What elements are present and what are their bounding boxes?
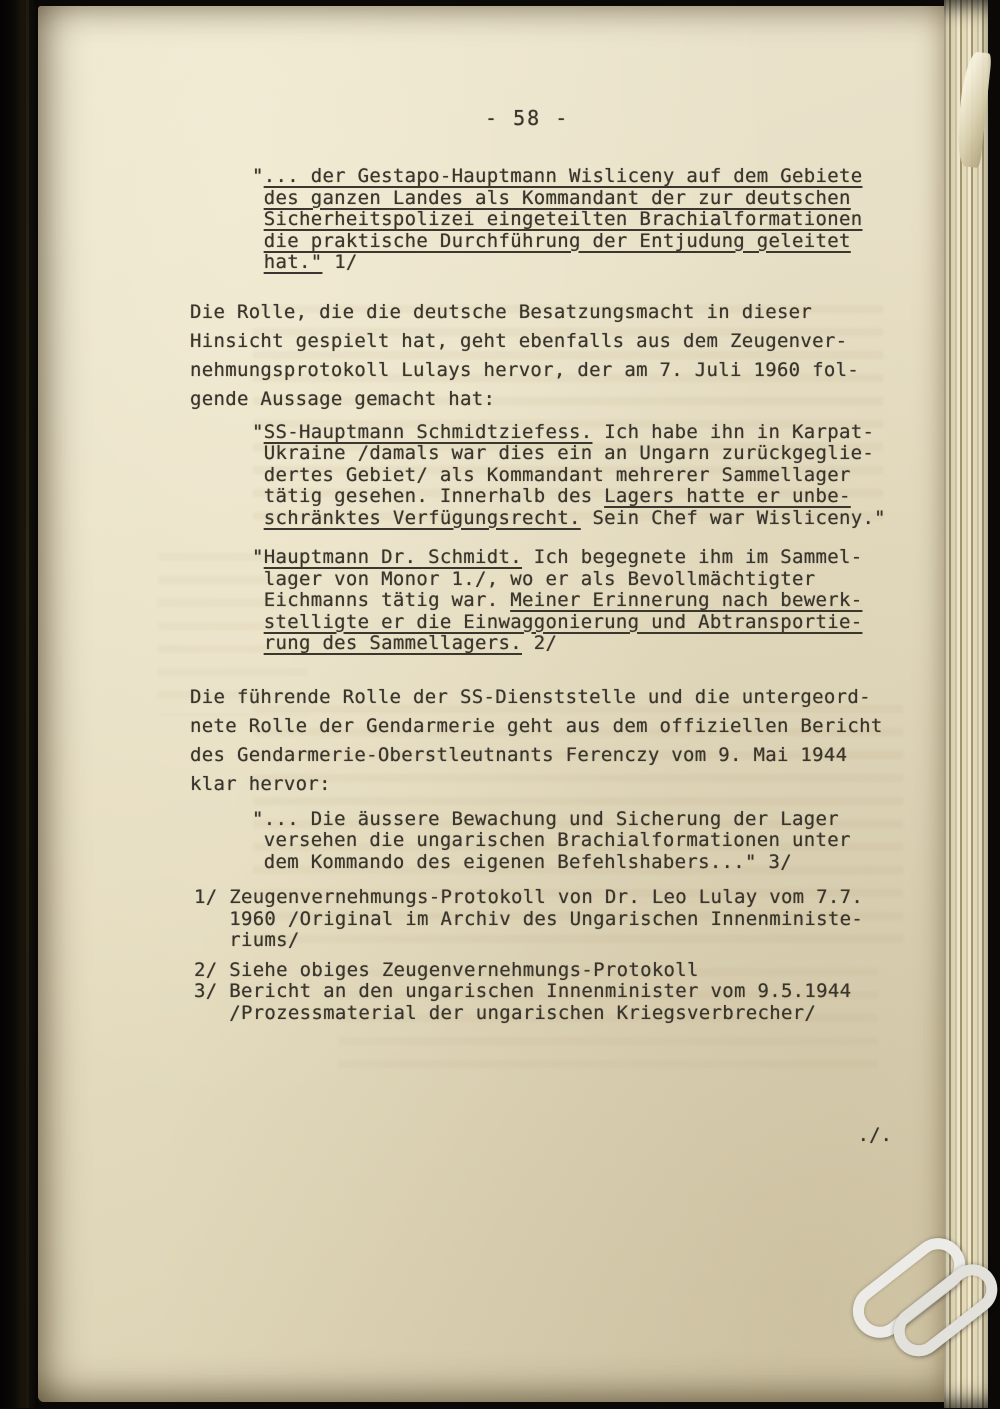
text-segment <box>252 251 264 273</box>
text-segment: Die Rolle, die die deutsche Besatzungsmacht in dieser <box>190 300 813 323</box>
text-segment: versehen die ungarischen Brachialformationen unter <box>252 829 851 851</box>
underlined-text: stelligte er die Einwaggonierung und Abtransportie- <box>263 610 863 633</box>
underlined-text: Sicherheitspolizei eingeteilten Brachialformationen <box>263 208 863 230</box>
underlined-text: ... der Gestapo-Hauptmann Wisliceny auf dem Gebiete <box>263 165 863 187</box>
text-line <box>252 465 920 487</box>
text-line <box>190 770 920 799</box>
text-segment: dem Kommando des eigenen Befehlshabers..." 3/ <box>252 850 792 873</box>
text-segment: Ich habe ihn in Karpat- <box>592 420 875 443</box>
page-stack-edge <box>944 0 988 1408</box>
text-line <box>190 385 920 414</box>
text-segment <box>252 507 264 529</box>
text-segment: 1/ <box>322 251 358 273</box>
underlined-text: Meiner Erinnerung nach bewerk- <box>510 589 863 611</box>
text-line <box>252 590 920 612</box>
text-line <box>194 1003 920 1025</box>
text-segment: " <box>252 165 264 187</box>
text-line <box>190 712 920 741</box>
text-segment <box>252 230 264 252</box>
book-binding-edge <box>0 0 38 1408</box>
paragraph-gendarmerie-bericht <box>190 683 920 799</box>
quote-ferenczy <box>190 809 920 874</box>
text-segment: " <box>252 546 264 568</box>
text-segment: des Gendarmerie-Oberstleutnants Ferenczy vom 9. Mai 1944 <box>190 743 848 766</box>
text-line <box>190 356 920 385</box>
quote-ss-hauptmann-schmidtziefess <box>190 422 920 530</box>
text-segment: Sein Chef war Wisliceny." <box>580 506 886 529</box>
text-segment: dertes Gebiet/ als Kommandant mehrerer Sammellager <box>252 463 851 486</box>
quote-gestapo-wisliceny <box>190 166 920 274</box>
text-line <box>190 327 920 356</box>
text-segment: Hinsicht gespielt hat, geht ebenfalls aus dem Zeugenver- <box>190 329 848 352</box>
text-line <box>252 486 920 508</box>
text-line <box>252 188 920 210</box>
text-segment: klar hervor: <box>190 772 331 795</box>
text-segment: gende Aussage gemacht hat: <box>190 387 496 410</box>
paragraph-besatzungsmacht <box>190 298 920 414</box>
text-line <box>190 298 920 327</box>
underlined-text: hat." <box>263 251 323 273</box>
footnote-3 <box>190 981 920 1024</box>
text-line <box>252 422 920 444</box>
text-line <box>252 443 920 465</box>
underlined-text: schränktes Verfügungsrecht. <box>263 506 581 529</box>
text-line <box>252 209 920 231</box>
text-segment: 1/ Zeugenvernehmungs-Protokoll von Dr. Leo Lulay vom 7.7. <box>194 886 864 908</box>
text-segment: 2/ <box>522 632 558 654</box>
underlined-text: des ganzen Landes als Kommandant der zur deutschen <box>263 186 851 209</box>
text-segment: Eichmanns tätig war. <box>252 589 511 611</box>
text-line <box>252 252 920 274</box>
text-segment: " <box>252 420 264 443</box>
text-line <box>252 547 920 569</box>
text-line <box>252 633 920 655</box>
underlined-text: rung des Sammellagers. <box>263 632 523 654</box>
footnote-2 <box>190 960 920 982</box>
text-line <box>252 852 920 874</box>
footnote-1 <box>190 887 920 952</box>
text-line <box>252 830 920 852</box>
text-segment: tätig gesehen. Innerhalb des <box>252 485 605 507</box>
text-segment: /Prozessmaterial der ungarischen Kriegsverbrecher/ <box>194 1001 817 1024</box>
text-line <box>194 909 920 931</box>
document-content <box>190 6 920 1024</box>
underlined-text: Lagers hatte er unbe- <box>604 485 851 507</box>
text-line <box>194 960 920 982</box>
text-segment: Ukraine /damals war dies ein an Ungarn zurückgeglie- <box>252 442 875 464</box>
text-segment: riums/ <box>194 929 300 951</box>
text-line <box>252 569 920 591</box>
text-segment: 3/ Bericht an den ungarischen Innenminister vom 9.5.1944 <box>194 980 852 1002</box>
underlined-text: SS-Hauptmann Schmidtziefess. <box>263 420 593 443</box>
text-segment: nehmungsprotokoll Lulays hervor, der am 7. Juli 1960 fol- <box>190 358 860 381</box>
text-segment <box>252 187 264 209</box>
text-segment: lager von Monor 1./, wo er als Bevollmächtigter <box>252 567 816 590</box>
text-segment: Die führende Rolle der SS-Dienststelle und die untergeord- <box>190 685 871 708</box>
continuation-mark: ./. <box>857 1124 892 1146</box>
text-line <box>252 231 920 253</box>
quote-hauptmann-dr-schmidt <box>190 547 920 655</box>
text-segment: 2/ Siehe obiges Zeugenvernehmungs-Protokoll <box>194 958 699 981</box>
page-number: - 58 - <box>485 106 570 130</box>
text-line <box>194 930 920 952</box>
underlined-text: die praktische Durchführung der Entjudung geleitet <box>263 229 851 252</box>
text-segment <box>252 208 264 230</box>
text-segment: "... Die äussere Bewachung und Sicherung der Lager <box>252 807 839 830</box>
text-segment <box>252 632 264 654</box>
text-segment: Ich begegnete ihm im Sammel- <box>522 546 863 568</box>
text-line <box>190 683 920 712</box>
text-line <box>190 741 920 770</box>
text-line <box>252 166 920 188</box>
scanned-document-page <box>38 6 946 1402</box>
text-line <box>194 981 920 1003</box>
text-line <box>252 809 920 831</box>
underlined-text: Hauptmann Dr. Schmidt. <box>263 546 523 568</box>
text-line <box>194 887 920 909</box>
text-segment: 1960 /Original im Archiv des Ungarischen Innenministe- <box>194 907 864 930</box>
text-line <box>252 508 920 530</box>
text-segment <box>252 611 264 633</box>
text-segment: nete Rolle der Gendarmerie geht aus dem offiziellen Bericht <box>190 714 883 737</box>
text-line <box>252 612 920 634</box>
